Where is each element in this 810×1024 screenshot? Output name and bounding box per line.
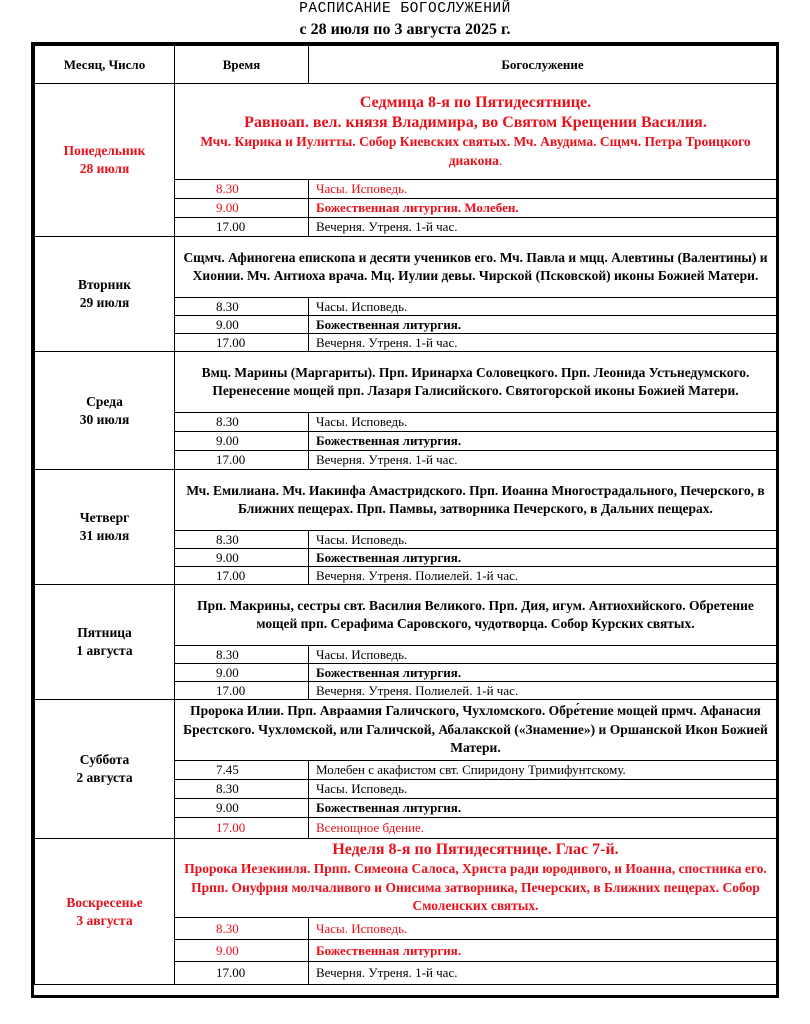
page-subtitle: с 28 июля по 3 августа 2025 г.: [299, 21, 511, 38]
service-name: Божественная литургия. Молебен.: [309, 199, 777, 218]
service-name: Божественная литургия.: [309, 316, 777, 334]
day-row-friday: [35, 585, 777, 646]
service-time: 8.30: [175, 413, 309, 432]
feast-cell-wednesday: Вмц. Марины (Маргариты). Прп. Иринарха Соловецкого. Прп. Леонида Устьнедумского. Перенесение мощей прп. Лазаря Галисийского. Святогорской иконы Божией Матери.: [175, 352, 777, 413]
service-name: Часы. Исповедь.: [309, 780, 777, 799]
service-name: Вечерня. Утреня. Полиелей. 1-й час.: [309, 567, 777, 585]
service-name: Вечерня. Утреня. 1-й час.: [309, 451, 777, 470]
service-time: 8.30: [175, 918, 309, 940]
date-label: 29 июля: [79, 295, 130, 310]
service-time: 9.00: [175, 799, 309, 818]
weekday-label: Суббота: [79, 752, 130, 767]
page-title: РАСПИСАНИЕ БОГОСЛУЖЕНИЙ: [299, 1, 511, 17]
day-cell-tuesday: [35, 237, 175, 352]
day-cell-friday: [35, 585, 175, 700]
service-time: 8.30: [175, 646, 309, 664]
weekday-label: Четверг: [79, 510, 130, 525]
feast-cell-thursday: Мч. Емилиана. Мч. Иакинфа Амастридского. Прп. Иоанна Многострадального, Печерского, в Ближних пещерах. Прп. Памвы, затворника Печерского, в Дальних пещерах.: [175, 470, 777, 531]
date-label: 30 июля: [79, 411, 130, 427]
column-header-service: Богослужение: [309, 46, 777, 84]
service-name: Всенощное бдение.: [309, 818, 777, 839]
date-label: 1 августа: [76, 643, 133, 658]
service-name: Божественная литургия.: [309, 799, 777, 818]
service-name: Вечерня. Утреня. Полиелей. 1-й час.: [309, 682, 777, 700]
service-name: Божественная литургия.: [309, 549, 777, 567]
day-row-monday: [35, 84, 777, 180]
service-name: Божественная литургия.: [309, 664, 777, 682]
service-name: Вечерня. Утреня. 1-й час.: [309, 218, 777, 237]
service-name: Божественная литургия.: [309, 940, 777, 962]
service-name: Часы. Исповедь.: [309, 918, 777, 940]
feast-saints-text: Пророка Иезекииля. Прпп. Симеона Салоса, Христа ради юродивого, и Иоанна, спостника его. Прпп. Онуфрия молчаливого и Онисима затворника, Печерских, в Ближних пещерах. Собор Смоленских святых.: [184, 861, 767, 914]
feast-cell-friday: Прп. Макрины, сестры свт. Василия Великого. Прп. Дия, игум. Антиохийского. Обретение мощей прп. Серафима Саровского, чудотворца. Собор Курских святых.: [175, 585, 777, 646]
day-row-tuesday: [35, 237, 777, 298]
weekday-label: Вторник: [77, 277, 132, 292]
service-time: 9.00: [175, 549, 309, 567]
service-time: 7.45: [175, 761, 309, 780]
feast-week-title: Неделя 8-я по Пятидесятнице. Глас 7-й.: [332, 841, 619, 859]
service-time: 8.30: [175, 298, 309, 316]
column-header-date: Месяц, Число: [35, 46, 175, 84]
service-time: 17.00: [175, 334, 309, 352]
feast-cell-monday: [175, 84, 777, 180]
service-time: 8.30: [175, 780, 309, 799]
service-time: 9.00: [175, 432, 309, 451]
service-name: Божественная литургия.: [309, 432, 777, 451]
service-time: 17.00: [175, 962, 309, 985]
date-label: 2 августа: [76, 770, 133, 785]
column-header-time: Время: [175, 46, 309, 84]
weekday-label: Воскресенье: [66, 894, 143, 910]
service-time: 17.00: [175, 682, 309, 700]
service-name: Часы. Исповедь.: [309, 413, 777, 432]
service-time: 9.00: [175, 940, 309, 962]
day-row-sunday: [35, 839, 777, 918]
service-time: 17.00: [175, 218, 309, 237]
weekday-label: Среда: [86, 393, 123, 409]
day-cell-saturday: [35, 700, 175, 839]
service-time: 8.30: [175, 531, 309, 549]
day-row-wednesday: [35, 352, 777, 413]
day-cell-monday: [35, 84, 175, 237]
day-row-saturday: [35, 700, 777, 761]
service-time: 9.00: [175, 316, 309, 334]
feast-week-title: Седмица 8-я по Пятидесятнице.: [359, 94, 592, 111]
weekday-label: Пятница: [77, 625, 132, 640]
weekday-label: Понедельник: [63, 143, 146, 158]
feast-cell-saturday: Пророка Илии. Прп. Авраамия Галичского, Чухломского. Обре́тение мощей прмч. Афанасия Брестского. Чухломской, или Галичской, Абалакской («Знамение») и Оршанской Икон Божией Матери.: [175, 700, 777, 761]
date-label: 3 августа: [76, 912, 133, 928]
feast-main-title: Равноап. вел. князя Владимира, во Святом Крещении Василия.: [244, 114, 707, 131]
feast-saints-text: Мчч. Кирика и Иулитты. Собор Киевских святых. Мч. Авудима. Сщмч. Петра Троицкого диакона.: [200, 134, 751, 168]
service-time: 17.00: [175, 451, 309, 470]
service-name: Молебен с акафистом свт. Спиридону Тримифунтскому.: [309, 761, 777, 780]
service-time: 9.00: [175, 199, 309, 218]
feast-cell-sunday: [175, 839, 777, 918]
date-label: 28 июля: [79, 161, 130, 176]
service-time: 17.00: [175, 818, 309, 839]
table-header-row: [35, 46, 777, 84]
service-name: Часы. Исповедь.: [309, 298, 777, 316]
service-name: Часы. Исповедь.: [309, 180, 777, 199]
schedule-table: [34, 45, 777, 985]
day-cell-thursday: [35, 470, 175, 585]
service-name: Часы. Исповедь.: [309, 646, 777, 664]
service-time: 8.30: [175, 180, 309, 199]
service-time: 17.00: [175, 567, 309, 585]
service-name: Вечерня. Утреня. 1-й час.: [309, 334, 777, 352]
feast-cell-tuesday: Сщмч. Афиногена епископа и десяти учеников его. Мч. Павла и мцц. Алевтины (Валентины) и Хионии. Мч. Антиоха врача. Мц. Иулии девы. Чирской (Псковской) иконы Божией Матери.: [175, 237, 777, 298]
day-row-thursday: [35, 470, 777, 531]
day-cell-sunday: [35, 839, 175, 985]
date-label: 31 июля: [79, 528, 130, 543]
day-cell-wednesday: [35, 352, 175, 470]
service-name: Часы. Исповедь.: [309, 531, 777, 549]
service-name: Вечерня. Утреня. 1-й час.: [309, 962, 777, 985]
service-time: 9.00: [175, 664, 309, 682]
